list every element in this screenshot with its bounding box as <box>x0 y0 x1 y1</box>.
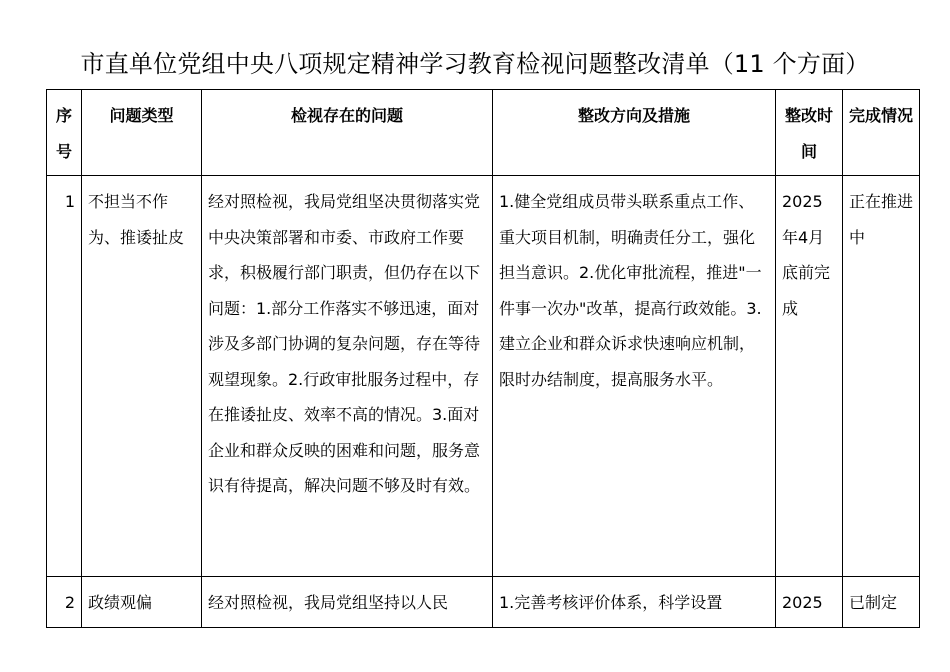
table-row <box>47 176 920 577</box>
header-index: 序号 <box>47 90 82 176</box>
header-measure: 整改方向及措施 <box>493 90 776 176</box>
row-issue: 经对照检视，我局党组坚持以人民 <box>202 577 493 628</box>
row-index: 1 <box>47 176 82 577</box>
header-status: 完成情况 <box>843 90 920 176</box>
row-issue: 经对照检视，我局党组坚决贯彻落实党中央决策部署和市委、市政府工作要求，积极履行部门职责，但仍存在以下问题：1.部分工作落实不够迅速，面对涉及多部门协调的复杂问题，存在等待观望现象。2.行政审批服务过程中，存在推诿扯皮、效率不高的情况。3.面对企业和群众反映的困难和问题，服务意识有待提高，解决问题不够及时有效。 <box>202 176 493 577</box>
row-measure: 1.完善考核评价体系，科学设置 <box>493 577 776 628</box>
header-type: 问题类型 <box>82 90 202 176</box>
row-deadline: 2025年4月底前完成 <box>776 176 843 577</box>
table-header-row <box>47 90 920 176</box>
row-status: 已制定 <box>843 577 920 628</box>
row-type: 政绩观偏 <box>82 577 202 628</box>
row-measure: 1.健全党组成员带头联系重点工作、重大项目机制，明确责任分工，强化担当意识。2.优化审批流程，推进"一件事一次办"改革，提高行政效能。3.建立企业和群众诉求快速响应机制，限时办结制度，提高服务水平。 <box>493 176 776 577</box>
header-deadline: 整改时间 <box>776 90 843 176</box>
row-type: 不担当不作为、推诿扯皮 <box>82 176 202 577</box>
document-title: 市直单位党组中央八项规定精神学习教育检视问题整改清单（11 个方面） <box>80 50 870 78</box>
rectification-table <box>46 89 920 628</box>
row-index: 2 <box>47 577 82 628</box>
row-status: 正在推进中 <box>843 176 920 577</box>
header-issue: 检视存在的问题 <box>202 90 493 176</box>
row-deadline: 2025 <box>776 577 843 628</box>
table-row <box>47 577 920 628</box>
